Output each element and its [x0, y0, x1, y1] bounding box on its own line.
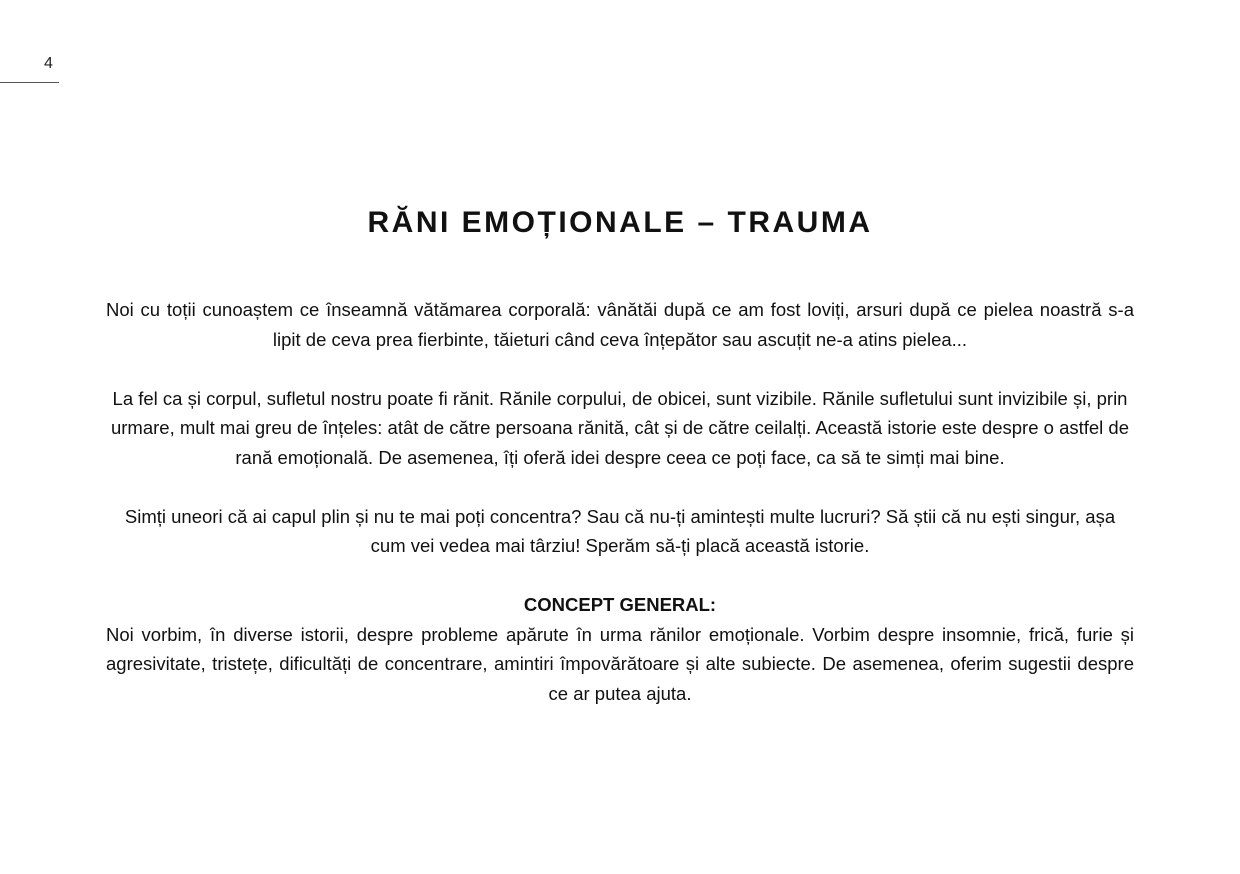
page-number-rule [0, 82, 59, 83]
concept-section [106, 590, 1134, 708]
page-number: 4 [44, 55, 53, 72]
concept-text: Noi vorbim, în diverse istorii, despre probleme apărute în urma rănilor emoționale. Vorbim despre insomnie, frică, furie și agresivitate, tristețe, dificultăți de concentrare, amintiri împovărătoare și alte subiecte. De asemenea, oferim sugestii despre ce ar putea ajuta. [106, 623, 1134, 704]
paragraph-concentration: Simți uneori că ai capul plin și nu te mai poți concentra? Sau că nu-ți amintești multe lucruri? Să știi că nu ești singur, așa cum vei vedea mai târziu! Sperăm să-ți placă această istorie. [124, 505, 1116, 556]
page-title: RĂNI EMOȚIONALE – TRAUMA [367, 206, 873, 239]
body-text [106, 295, 1134, 738]
paragraph-physical-injury: Noi cu toții cunoaștem ce înseamnă vătămarea corporală: vânătăi după ce am fost loviți, arsuri după ce pielea noastră s-a lipit de ceva prea fierbinte, tăieturi când ceva înțepător sau ascuțit ne-a atins pielea... [106, 299, 1134, 350]
paragraph-emotional-wounds: La fel ca și corpul, sufletul nostru poate fi rănit. Rănile corpului, de obicei, sunt vizibile. Rănile sufletului sunt invizibile și, prin urmare, mult mai greu de înțeles: atât de către persoana rănită, cât și de către ceilalți. Această istorie este despre o astfel de rană emoțională. De asemenea, îți oferă idei despre ceea ce poți face, ca să te simți mai bine. [110, 387, 1130, 468]
concept-heading: CONCEPT GENERAL: [523, 594, 717, 615]
